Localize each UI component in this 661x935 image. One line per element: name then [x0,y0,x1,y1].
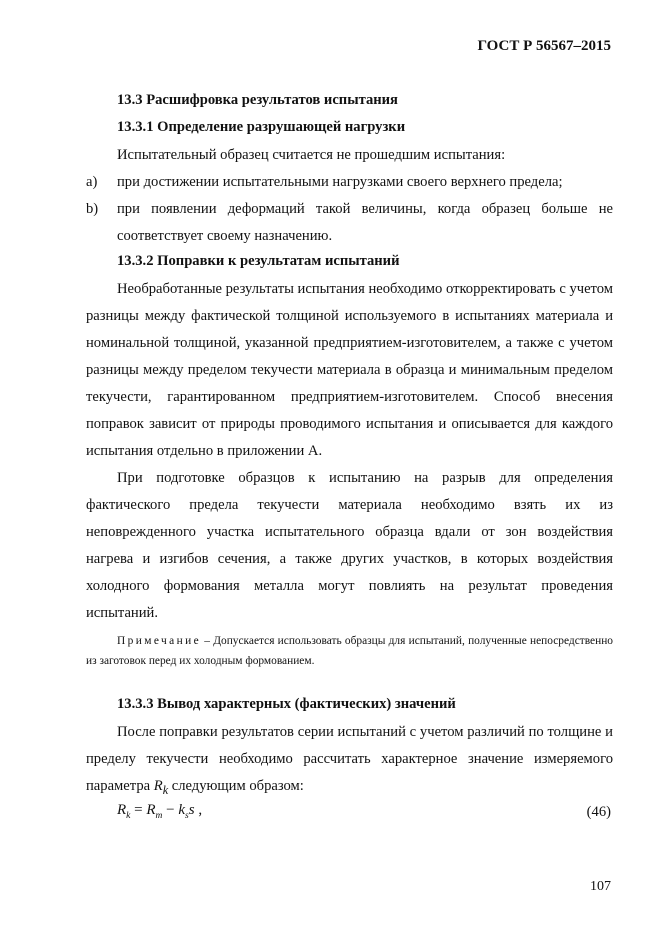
section-heading: 13.3 Расшифровка результатов испытания [117,92,398,108]
list-text: при достижении испытательными нагрузками своего верхнего предела; [117,174,563,190]
formula: $R_k = R_m - k_ss$ , [117,802,203,821]
list-text: при появлении деформаций такой величины, когда образец больше не соответствует своему назначению. [117,201,613,244]
paragraph-intro: Испытательный образец считается не прошедшим испытания: [117,147,506,163]
note-label: Примечание [117,635,202,647]
paragraph: После поправки результатов серии испытаний с учетом различий по толщине и пределу текучести необходимо рассчитать характерное значение измеряемого параметра $R_k$ следующим образом: [86,724,613,797]
subsection-2-body [86,276,613,671]
list-item [86,196,613,250]
page-number: 107 [590,879,611,894]
subsection-1-body [86,142,613,250]
paragraph: При подготовке образцов к испытанию на разрыв для определения фактического предела текучести материала необходимо взять их из неповрежденного участка испытательного образца вдали от зон воздействия нагрева и изгибов сечения, а также других участков, в которых воздействия холодного формования металла могут повлиять на результат проведения испытаний. [86,470,613,621]
list-item [86,169,613,196]
subsection-heading-3: 13.3.3 Вывод характерных (фактических) значений [117,696,456,712]
list-marker: a) [86,174,98,190]
note-text: – Допускается использовать образцы для испытаний, полученные непосредственно из заготовок перед их холодным формованием. [86,635,613,667]
subsection-heading-1: 13.3.1 Определение разрушающей нагрузки [117,119,406,135]
variable: $R_k$ [153,778,169,797]
standard-header: ГОСТ Р 56567–2015 [477,38,611,54]
subsection-heading-2: 13.3.2 Поправки к результатам испытаний [117,253,400,269]
paragraph: Необработанные результаты испытания необходимо откорректировать с учетом разницы между фактической толщиной используемого в испытаниях материала и номинальной толщиной, указанной предприятием-изготовителем, а также с учетом разницы между пределом текучести материала в образца и минимальным пределом текучести, гарантированном предприятием-изготовителем. Способ внесения поправок зависит от природы проводимого испытания и описывается для каждого испытания отдельно в приложении А. [86,281,614,459]
note [86,631,613,671]
subsection-3-body [86,719,613,804]
equation-number: (46) [586,804,611,820]
list-marker: b) [86,201,99,217]
